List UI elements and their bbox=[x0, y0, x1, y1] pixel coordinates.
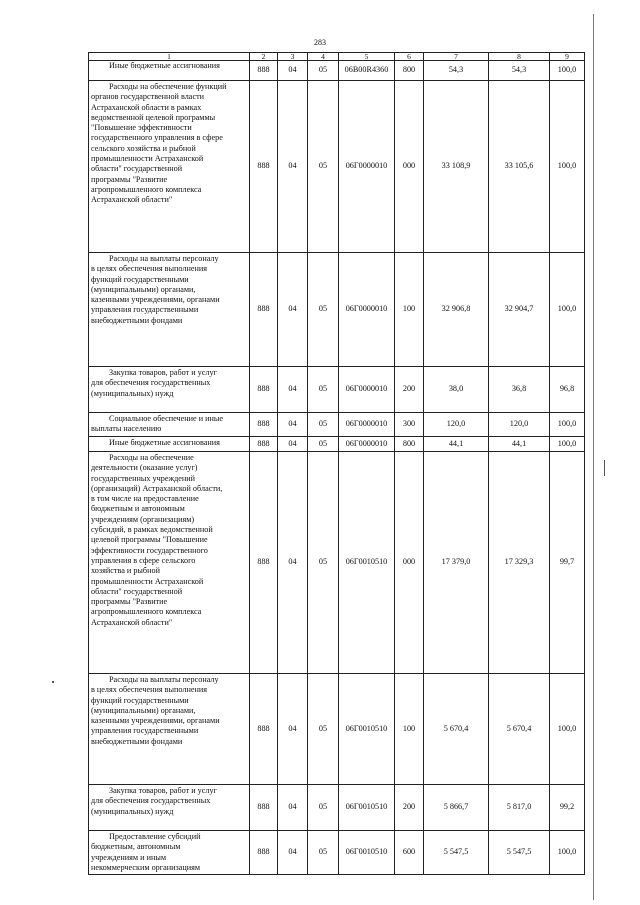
cell-c3: 04 bbox=[278, 831, 308, 875]
cell-c3: 04 bbox=[278, 674, 308, 785]
cell-c3: 04 bbox=[278, 785, 308, 831]
description-line: Предоставление субсидий bbox=[109, 832, 201, 841]
description-line: программы "Развитие bbox=[91, 174, 168, 184]
table-row bbox=[89, 253, 585, 367]
cell-c5: 06Г0010510 bbox=[339, 452, 395, 674]
description-line: в целях обеспечения выполнения bbox=[91, 685, 208, 695]
cell-c8: 54,3 bbox=[489, 61, 550, 81]
cell-c2: 888 bbox=[250, 437, 278, 452]
description-line: Астраханской области в рамках bbox=[91, 102, 202, 112]
cell-c7: 5 547,5 bbox=[424, 831, 489, 875]
row-description bbox=[89, 831, 250, 875]
description-line: учреждениям (организациям) bbox=[91, 514, 195, 524]
description-line: (муниципальными) органами, bbox=[91, 705, 196, 715]
description-line: казенными учреждениями, органами bbox=[91, 295, 220, 305]
description-line: (муниципальными) органами, bbox=[91, 284, 196, 294]
cell-c5: 06Г0000010 bbox=[339, 367, 395, 413]
description-line: в целях обеспечения выполнения bbox=[91, 264, 208, 274]
cell-c4: 05 bbox=[308, 367, 339, 413]
row-description bbox=[89, 452, 250, 674]
cell-c3: 04 bbox=[278, 367, 308, 413]
header-row bbox=[89, 53, 585, 61]
cell-c6: 200 bbox=[395, 785, 424, 831]
cell-c2: 888 bbox=[250, 831, 278, 875]
description-line: Социальное обеспечение и иные bbox=[109, 414, 224, 423]
cell-c4: 05 bbox=[308, 452, 339, 674]
cell-c2: 888 bbox=[250, 452, 278, 674]
cell-c5: 06Г0010510 bbox=[339, 831, 395, 875]
header-cell: 4 bbox=[308, 53, 339, 61]
header-cell: 7 bbox=[424, 53, 489, 61]
description-line: "Повышение эффективности bbox=[91, 123, 192, 133]
description-line: сельского хозяйства и рыбной bbox=[91, 143, 196, 153]
cell-c6: 000 bbox=[395, 81, 424, 253]
description-line: учреждениям и иным bbox=[91, 852, 167, 862]
header-cell: 6 bbox=[395, 53, 424, 61]
table-row bbox=[89, 81, 585, 253]
description-line: управления государственными bbox=[91, 305, 199, 315]
description-line: Иные бюджетные ассигнования bbox=[109, 438, 220, 447]
description-line: хозяйства и рыбной bbox=[91, 566, 160, 576]
description-line: Закупка товаров, работ и услуг bbox=[109, 786, 217, 795]
description-line: программы "Развитие bbox=[91, 597, 168, 607]
cell-c5: 06Г0000010 bbox=[339, 437, 395, 452]
cell-c4: 05 bbox=[308, 674, 339, 785]
cell-c5: 06Г0010510 bbox=[339, 674, 395, 785]
cell-c8: 5 817,0 bbox=[489, 785, 550, 831]
header-cell: 5 bbox=[339, 53, 395, 61]
row-description bbox=[89, 785, 250, 831]
scan-line bbox=[604, 460, 605, 476]
row-description bbox=[89, 413, 250, 437]
description-line: агропромышленного комплекса bbox=[91, 184, 202, 194]
description-line: Расходы на выплаты персоналу bbox=[109, 675, 219, 684]
cell-c2: 888 bbox=[250, 81, 278, 253]
description-line: для обеспечения государственных bbox=[91, 378, 211, 388]
header-cell: 3 bbox=[278, 53, 308, 61]
cell-c3: 04 bbox=[278, 452, 308, 674]
cell-c6: 800 bbox=[395, 437, 424, 452]
row-description bbox=[89, 437, 250, 452]
description-line: области" государственной bbox=[91, 164, 183, 174]
description-line: (муниципальных) нужд bbox=[91, 388, 174, 398]
row-description bbox=[89, 61, 250, 81]
cell-c6: 100 bbox=[395, 674, 424, 785]
cell-c7: 5 670,4 bbox=[424, 674, 489, 785]
cell-c2: 888 bbox=[250, 674, 278, 785]
header-cell: 8 bbox=[489, 53, 550, 61]
table-row bbox=[89, 367, 585, 413]
header-cell: 2 bbox=[250, 53, 278, 61]
cell-c9: 100,0 bbox=[550, 61, 585, 81]
header-cell: 1 bbox=[89, 53, 250, 61]
cell-c2: 888 bbox=[250, 413, 278, 437]
description-line: бюджетным, автономным bbox=[91, 842, 181, 852]
cell-c4: 05 bbox=[308, 785, 339, 831]
cell-c9: 99,7 bbox=[550, 452, 585, 674]
description-line: в том числе на предоставление bbox=[91, 494, 199, 504]
description-line: государственных учреждений bbox=[91, 473, 196, 483]
cell-c4: 05 bbox=[308, 253, 339, 367]
description-line: внебюджетными фондами bbox=[91, 736, 183, 746]
cell-c4: 05 bbox=[308, 437, 339, 452]
cell-c9: 100,0 bbox=[550, 674, 585, 785]
cell-c8: 33 105,6 bbox=[489, 81, 550, 253]
cell-c9: 96,8 bbox=[550, 367, 585, 413]
cell-c7: 32 906,8 bbox=[424, 253, 489, 367]
table-row bbox=[89, 61, 585, 81]
budget-table bbox=[88, 52, 585, 875]
cell-c9: 99,2 bbox=[550, 785, 585, 831]
cell-c4: 05 bbox=[308, 413, 339, 437]
cell-c5: 06Г0010510 bbox=[339, 785, 395, 831]
cell-c4: 05 bbox=[308, 81, 339, 253]
description-line: управления в сфере сельского bbox=[91, 555, 196, 565]
table-row bbox=[89, 437, 585, 452]
cell-c6: 800 bbox=[395, 61, 424, 81]
cell-c5: 06Г0000010 bbox=[339, 81, 395, 253]
cell-c9: 100,0 bbox=[550, 81, 585, 253]
cell-c9: 100,0 bbox=[550, 831, 585, 875]
description-line: Астраханской области" bbox=[91, 617, 173, 627]
description-line: казенными учреждениями, органами bbox=[91, 716, 220, 726]
cell-c4: 05 bbox=[308, 831, 339, 875]
description-line: эффективности государственного bbox=[91, 545, 208, 555]
description-line: Расходы на обеспечение bbox=[109, 453, 194, 462]
description-line: Расходы на обеспечение функций bbox=[109, 82, 227, 91]
cell-c8: 36,8 bbox=[489, 367, 550, 413]
cell-c9: 100,0 bbox=[550, 253, 585, 367]
cell-c8: 120,0 bbox=[489, 413, 550, 437]
description-line: Иные бюджетные ассигнования bbox=[109, 61, 220, 70]
scan-dot bbox=[52, 681, 54, 683]
cell-c2: 888 bbox=[250, 367, 278, 413]
description-line: для обеспечения государственных bbox=[91, 796, 211, 806]
description-line: функций государственными bbox=[91, 695, 189, 705]
description-line: области" государственной bbox=[91, 586, 183, 596]
scan-line bbox=[593, 14, 594, 900]
description-line: (муниципальных) нужд bbox=[91, 806, 174, 816]
cell-c7: 44,1 bbox=[424, 437, 489, 452]
cell-c6: 000 bbox=[395, 452, 424, 674]
cell-c6: 100 bbox=[395, 253, 424, 367]
row-description bbox=[89, 253, 250, 367]
cell-c7: 38,0 bbox=[424, 367, 489, 413]
cell-c5: 06Г0000010 bbox=[339, 253, 395, 367]
cell-c8: 17 329,3 bbox=[489, 452, 550, 674]
cell-c8: 5 547,5 bbox=[489, 831, 550, 875]
table-row bbox=[89, 413, 585, 437]
description-line: внебюджетными фондами bbox=[91, 315, 183, 325]
cell-c3: 04 bbox=[278, 253, 308, 367]
description-line: Астраханской области" bbox=[91, 195, 173, 205]
description-line: ведомственной целевой программы bbox=[91, 112, 216, 122]
table-row bbox=[89, 674, 585, 785]
description-line: бюджетным и автономным bbox=[91, 504, 185, 514]
table-row bbox=[89, 452, 585, 674]
row-description bbox=[89, 81, 250, 253]
description-line: промышленности Астраханской bbox=[91, 154, 204, 164]
description-line: (организаций) Астраханской области, bbox=[91, 483, 223, 493]
cell-c7: 5 866,7 bbox=[424, 785, 489, 831]
description-line: выплаты населению bbox=[91, 424, 162, 434]
table-row bbox=[89, 785, 585, 831]
description-line: государственного управления в сфере bbox=[91, 133, 223, 143]
cell-c5: 06В00R4360 bbox=[339, 61, 395, 81]
description-line: Закупка товаров, работ и услуг bbox=[109, 368, 217, 377]
cell-c3: 04 bbox=[278, 437, 308, 452]
description-line: функций государственными bbox=[91, 274, 189, 284]
description-line: Расходы на выплаты персоналу bbox=[109, 254, 219, 263]
cell-c7: 17 379,0 bbox=[424, 452, 489, 674]
cell-c3: 04 bbox=[278, 61, 308, 81]
cell-c8: 44,1 bbox=[489, 437, 550, 452]
cell-c3: 04 bbox=[278, 413, 308, 437]
description-line: деятельности (оказание услуг) bbox=[91, 463, 198, 473]
cell-c7: 54,3 bbox=[424, 61, 489, 81]
cell-c5: 06Г0000010 bbox=[339, 413, 395, 437]
cell-c6: 600 bbox=[395, 831, 424, 875]
table-row bbox=[89, 831, 585, 875]
cell-c2: 888 bbox=[250, 785, 278, 831]
cell-c7: 120,0 bbox=[424, 413, 489, 437]
description-line: субсидий, в рамках ведомственной bbox=[91, 525, 213, 535]
cell-c4: 05 bbox=[308, 61, 339, 81]
cell-c3: 04 bbox=[278, 81, 308, 253]
cell-c2: 888 bbox=[250, 61, 278, 81]
description-line: органов государственной власти bbox=[91, 92, 205, 102]
cell-c9: 100,0 bbox=[550, 413, 585, 437]
description-line: промышленности Астраханской bbox=[91, 576, 204, 586]
cell-c8: 32 904,7 bbox=[489, 253, 550, 367]
page-number: 283 bbox=[314, 38, 326, 47]
description-line: некоммерческим организациям bbox=[91, 862, 201, 872]
description-line: агропромышленного комплекса bbox=[91, 607, 202, 617]
cell-c7: 33 108,9 bbox=[424, 81, 489, 253]
row-description bbox=[89, 367, 250, 413]
cell-c9: 100,0 bbox=[550, 437, 585, 452]
description-line: целевой программы "Повышение bbox=[91, 535, 208, 545]
description-line: управления государственными bbox=[91, 726, 199, 736]
header-cell: 9 bbox=[550, 53, 585, 61]
cell-c6: 200 bbox=[395, 367, 424, 413]
cell-c6: 300 bbox=[395, 413, 424, 437]
cell-c2: 888 bbox=[250, 253, 278, 367]
row-description bbox=[89, 674, 250, 785]
cell-c8: 5 670,4 bbox=[489, 674, 550, 785]
